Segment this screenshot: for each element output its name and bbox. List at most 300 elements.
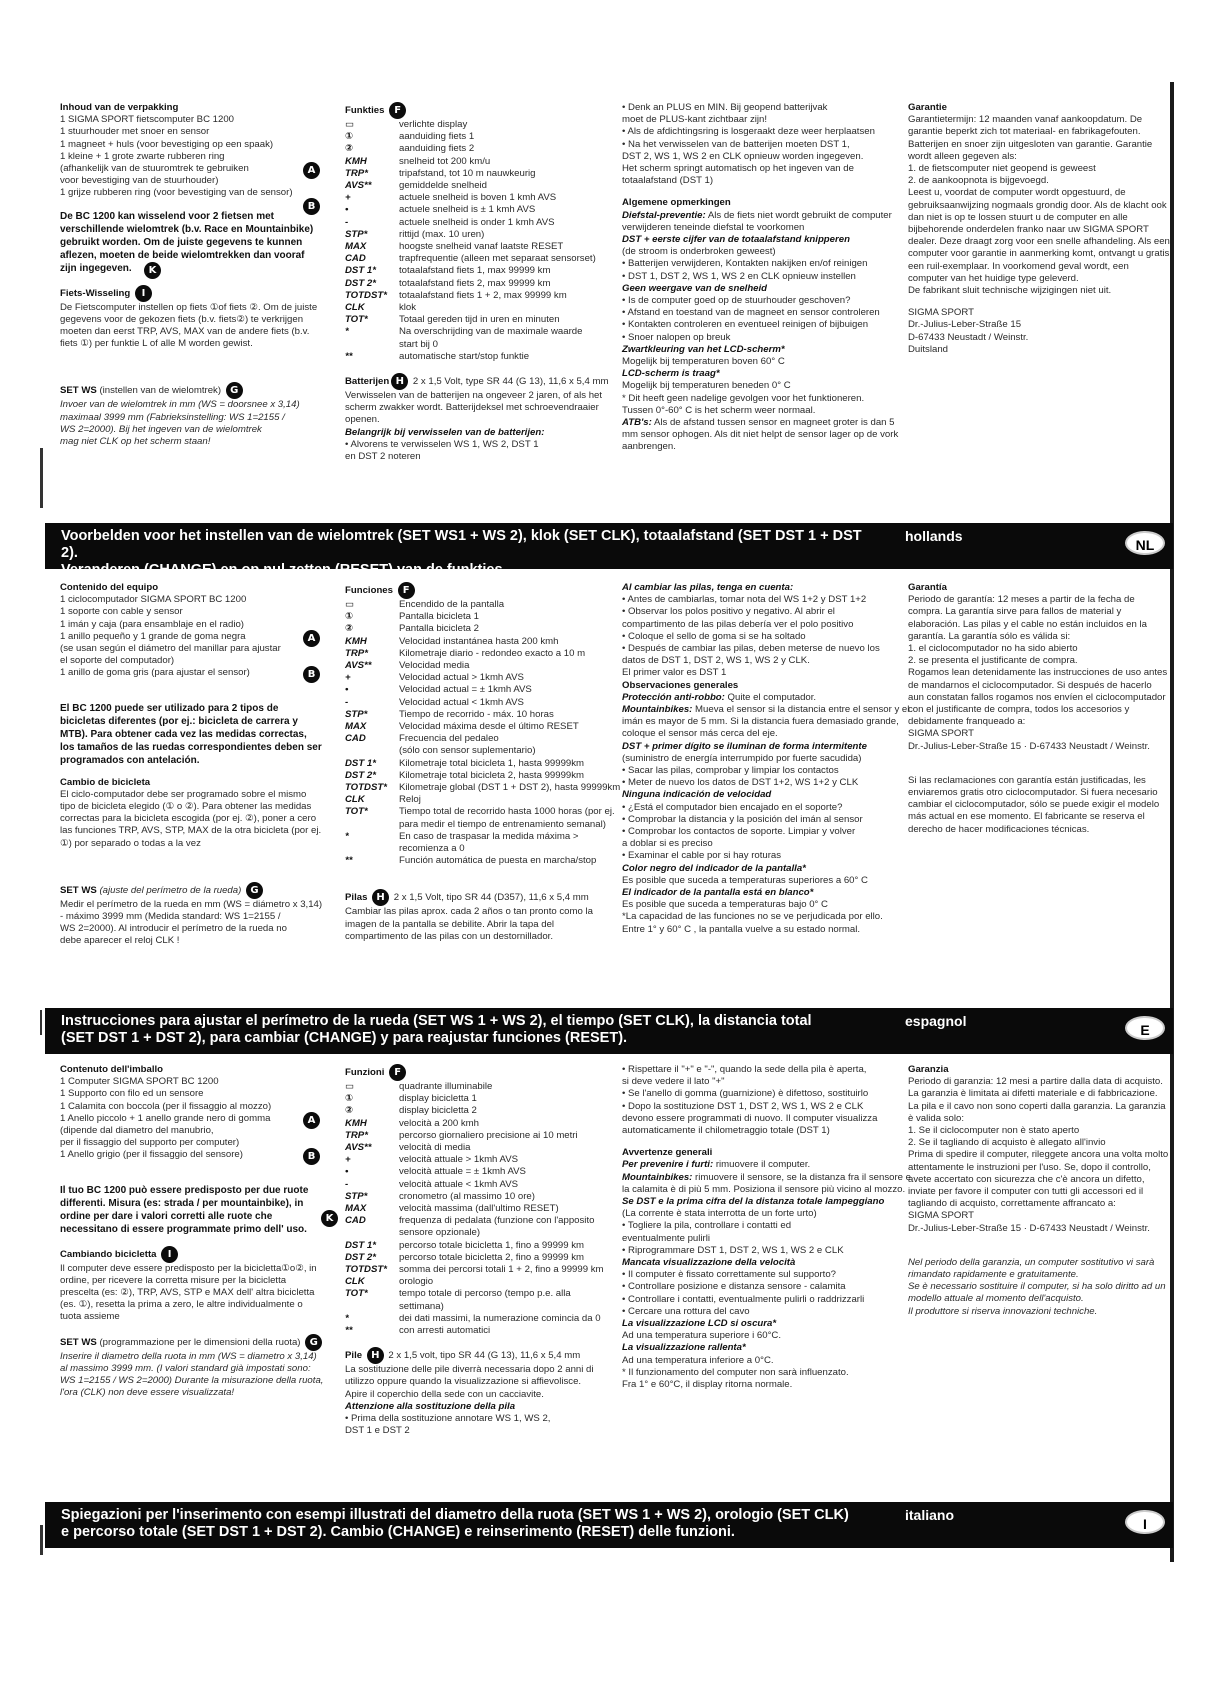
- function-key: *: [345, 1312, 349, 1324]
- function-key: +: [345, 192, 351, 204]
- function-desc: Tiempo total de recorrido hasta 1000 horas (por ej. para medir el tiempo de entrenamiento semanal): [399, 806, 615, 830]
- function-row: [345, 1118, 665, 1130]
- function-row: [345, 143, 665, 155]
- page-edge-mark: [40, 1525, 43, 1555]
- function-key: DST 2*: [345, 277, 376, 289]
- function-row: [345, 1130, 665, 1142]
- battery-text: La sostituzione delle pile diverrà necessaria dopo 2 anni di utilizzo oppure quando la visualizzazione si affievolisce. Apire il coperchio della sede con un cacciavite.: [345, 1364, 594, 1400]
- general-note-title: Mountainbikes:: [622, 704, 693, 716]
- language-label: hollands: [905, 528, 963, 544]
- function-row: [345, 1313, 665, 1325]
- function-key: ①: [345, 131, 354, 143]
- function-key: ▭: [345, 119, 355, 130]
- general-note-title: Per prevenire i furti:: [622, 1159, 714, 1171]
- functions-list: [345, 119, 665, 363]
- function-row: [345, 326, 665, 350]
- battery-note-title: Attenzione alla sostituzione della pila: [345, 1400, 516, 1412]
- function-key: TRP*: [345, 1129, 368, 1141]
- battery-tips: • Antes de cambiarlas, tomar nota del WS 1+2 y DST 1+2 • Observar los polos positivo y negativo. Al abrir el compartimento de las pilas debería ver el polo positivo • Coloque el sello de goma si se ha soltado • Después de cambiar las pilas, deben meterse de nuevo los datos de DST 1, DST 2, WS 1, WS 2 y CLK. El primer valor es DST 1: [622, 594, 880, 679]
- function-key: ①: [345, 1093, 354, 1105]
- general-note-title: DST + eerste cijfer van de totaalafstand knipperen: [622, 234, 850, 246]
- function-desc: totaalafstand fiets 2, max 99999 km: [399, 277, 551, 289]
- function-key: TOT*: [345, 1288, 368, 1300]
- function-key: CLK: [345, 1276, 365, 1288]
- function-desc: Kilometraje global (DST 1 + DST 2), hasta 99999km: [399, 782, 621, 794]
- function-desc: gemiddelde snelheid: [399, 180, 488, 192]
- function-key: **: [345, 855, 353, 867]
- function-row: [345, 1179, 665, 1191]
- section-dutch: [60, 102, 1170, 522]
- general-note-text: • ¿Está el computador bien encajado en el soporte? • Comprobar la distancia y la posición del imán al sensor • Comprobar los contactos de soporte. Limpiar y volver a doblar si es preciso • Examinar el cable por si hay roturas: [622, 801, 863, 862]
- function-desc: actuele snelheid is onder 1 kmh AVS: [399, 216, 555, 228]
- contents-heading: Inhoud van de verpakking: [60, 102, 179, 113]
- function-key: ▭: [345, 1081, 355, 1092]
- bold-block-wrap: [60, 1184, 340, 1236]
- function-desc: tripafstand, tot 10 m nauwkeurig: [399, 167, 536, 179]
- two-bikes-note: De BC 1200 kan wisselend voor 2 fietsen met verschillende wielomtrek (b.v. Race en Mountainbike) gebruikt worden. Om de juiste gegevens te kunnen aflezen, moeten de beide wielomtrekken dan vooraf zijn ingegeven.: [60, 210, 314, 274]
- warranty-text: Garantietermijn: 12 maanden vanaf aankoopdatum. De garantie beperkt zich tot materiaal- en fabrikagefouten. Batterijen en snoer zijn uitgesloten van garantie. Garantie wordt alleen gegeven als: 1. de fietscomputer niet geopend is geweest 2. de aankoopnota is bijgevoegd. Leest u, voordat de computer wordt opgestuurd, de gebruiksaanwijzing nogmaals grondig door. Als de klacht ook dan niet is op te lossen stuurt u de computer en alle bijbehorende onderdelen franko naar uw SIGMA SPORT dealer. Deze draagt zorg voor een snelle afhandeling. Als een computer voor garantie in aanmerking komt, ontvangt u gratis een ruil-exemplaar. In voorkomend geval wordt, een computer van het huidige type geleverd. De fabrikant sluit technische wijzigingen niet uit.: [908, 114, 1170, 297]
- function-desc: Tiempo de recorrido - máx. 10 horas: [399, 708, 554, 720]
- column-functions: [345, 1064, 665, 1437]
- function-row: [345, 1142, 665, 1154]
- function-row: [345, 648, 665, 660]
- warranty-text: Periodo de garantía: 12 meses a partir de la fecha de compra. La garantía sirve para fallos de material y elaboración. Las pilas y el cable no están incluidos en la garantía. La garantía sólo es válida si: 1. el ciclocomputador no ha sido abierto 2. se presenta el justificante de compra. Rogamos lean detenidamente las instrucciones de uso antes de mandarnos el ciclocomputador. Si después de hacerlo aun constatan fallos rogamos nos envíen el ciclocomputador con el justificante de compra, todos los accesorios y debidamente franqueado a:: [908, 594, 1168, 728]
- function-desc: klok: [399, 302, 417, 314]
- function-row: [345, 302, 665, 314]
- two-bikes-note: El BC 1200 puede ser utilizado para 2 tipos de bicicletas diferentes (por ej.: bicicleta de carrera y MTB). Para obtener cada vez las medidas correctas, los tamaños de las ruedas correspondientes deben ser programados con antelación.: [60, 702, 322, 766]
- contents-text: 1 SIGMA SPORT fietscomputer BC 1200 1 stuurhouder met snoer en sensor 1 magneet + huls (voor bevestiging op een spaak) 1 kleine + 1 grote zwarte rubberen ring (afhankelijk van de stuuromtrek te gebruiken voor bevestiging van de stuurhouder) 1 grijze rubberen ring (voor bevestiging van de sensor): [60, 114, 293, 199]
- battery-title: Pilas: [345, 892, 368, 904]
- battery-heading: [345, 1347, 665, 1364]
- contents-heading: Contenido del equipo: [60, 582, 159, 593]
- general-note-text: • Is de computer goed op de stuurhouder geschoven? • Afstand en toestand van de magneet en sensor controleren • Kontakten controleren en eventueel reinigen of bijbuigen • Snoer nalopen op breuk: [622, 295, 880, 343]
- function-row: [345, 831, 665, 855]
- battery-spec: 2 x 1,5 Volt, tipo SR 44 (D357), 11,6 x 5,4 mm: [391, 892, 589, 904]
- function-row: [345, 1264, 665, 1276]
- general-note-title: El indicador de la pantalla está en blanco*: [622, 887, 814, 899]
- function-row: [345, 204, 665, 216]
- function-desc: aanduiding fiets 1: [399, 131, 475, 143]
- badge-g-icon: G: [246, 882, 263, 899]
- badge-f-icon: F: [389, 102, 406, 119]
- switch-text: El ciclo-computador debe ser programado sobre el mismo tipo de bicicleta elegido (① o ②). Para obtener las medidas correctas para la bicicleta escogida (por ej. ②), poner a cero las funciones TRP, AVS, STP, MAX de la otra bicicleta (por ej. ①) por separado o todas a la vez: [60, 788, 322, 849]
- battery-tips: • Denk an PLUS en MIN. Bij geopend batterijvak moet de PLUS-kant zichtbaar zijn! • Als de afdichtingsring is losgeraakt deze weer herplaatsen • Na het verwisselen van de batterijen moeten DST 1, DST 2, WS 1, WS 2 en CLK opnieuw worden ingegeven. Het scherm springt automatisch op het ingeven van de totaalafstand (DST 1): [622, 102, 875, 187]
- functions-title: Funzioni: [345, 1067, 385, 1079]
- function-row: [345, 1215, 665, 1239]
- function-key: +: [345, 672, 351, 684]
- switch-heading: Cambio de bicicleta: [60, 776, 151, 788]
- section-spanish: [60, 582, 1170, 1012]
- switch-text: Il computer deve essere predisposto per la bicicletta①o②, in ordine, per ricevere la corretta misure per la bicicletta prescelta (es: ②), TRP, AVS, STP e MAX dell' altra bicicletta (es. ①), resetta la prima a zero, le altre individualmente o tuota assieme: [60, 1262, 317, 1323]
- function-key: MAX: [345, 241, 367, 253]
- general-note-title: Ninguna indicación de velocidad: [622, 789, 772, 801]
- function-desc: verlichte display: [399, 119, 468, 130]
- general-note-title: DST + primer dígito se iluminan de forma intermitente: [622, 740, 867, 752]
- function-desc: Kilometraje total bicicleta 1, hasta 99999km: [399, 757, 585, 769]
- function-row: [345, 611, 665, 623]
- general-notes: [622, 692, 912, 936]
- function-row: [345, 1325, 665, 1337]
- warranty-heading: Garantía: [908, 582, 947, 593]
- function-row: [345, 709, 665, 721]
- setws-text: Medir el perímetro de la rueda en mm (WS = diámetro x 3,14) - máximo 3999 mm (Medida standard: WS 1=2155 / WS 2=2000). Al introducir el perímetro de la rueda no debe aparecer el reloj CLK !: [60, 898, 323, 947]
- general-note-title: Diefstal-preventie:: [622, 209, 706, 221]
- badge-h-icon: H: [391, 373, 408, 390]
- function-key: ②: [345, 623, 354, 635]
- function-key: +: [345, 1154, 351, 1166]
- function-desc: Pantalla bicicleta 1: [399, 611, 479, 623]
- function-key: KMH: [345, 635, 367, 647]
- general-note-text: (La corrente è stata interrotta de un forte urto) • Togliere la pila, controllare i contatti ed eventualmente pulirli • Riprogrammare DST 1, DST 2, WS 1, WS 2 e CLK: [622, 1208, 844, 1256]
- two-bikes-note: Il tuo BC 1200 può essere predisposto per due ruote differenti. Misura (es: strada / per mountainbike), in ordine per dare i valori corretti alle ruote che necessitano di essere programmate primo dell' uso.: [60, 1184, 309, 1235]
- language-code-badge: E: [1125, 1016, 1165, 1040]
- function-row: [345, 156, 665, 168]
- function-key: ▭: [345, 599, 355, 610]
- functions-heading: [345, 582, 665, 599]
- battery-text: Cambiar las pilas aprox. cada 2 años o tan pronto como la imagen de la pantalla se debilite. Abrir la tapa del compartimento de las pilas con un destornillador.: [345, 906, 593, 942]
- setws-title: SET WS: [60, 884, 97, 896]
- function-key: *: [345, 326, 349, 338]
- function-desc: Reloj: [399, 794, 421, 806]
- column-warranty: [908, 1064, 1170, 1318]
- general-note: [622, 234, 912, 283]
- general-note-text: Als de fiets niet wordt gebruikt de computer verwijderen teneinde diefstal te voorkomen: [622, 209, 892, 233]
- function-row: [345, 1288, 665, 1312]
- function-desc: cronometro (al massimo 10 ore): [399, 1190, 535, 1202]
- functions-list: [345, 1081, 665, 1337]
- function-key: STP*: [345, 708, 368, 720]
- function-row: [345, 782, 665, 794]
- function-desc: con arresti automatici: [399, 1325, 491, 1337]
- function-row: [345, 599, 665, 611]
- general-note-text: Ad una temperatura inferiore a 0°C. * Il funzionamento del computer non sarà influenzato. Fra 1° e 60°C, il display ritorna normale.: [622, 1354, 849, 1391]
- functions-title: Funkties: [345, 105, 385, 117]
- column-functions: [345, 582, 665, 943]
- function-desc: hoogste snelheid vanaf laatste RESET: [399, 241, 564, 253]
- function-row: [345, 721, 665, 733]
- function-row: [345, 119, 665, 131]
- general-note-text: rimuovere il computer.: [713, 1159, 811, 1171]
- general-note: [622, 368, 912, 417]
- battery-spec: 2 x 1,5 volt, tipo SR 44 (G 13), 11,6 x 5,4 mm: [385, 1350, 581, 1362]
- function-row: [345, 131, 665, 143]
- function-row: [345, 855, 665, 867]
- function-desc: tempo totale di percorso (tempo p.e. alla settimana): [399, 1288, 571, 1312]
- contents-block: [60, 114, 322, 213]
- general-note: [622, 283, 912, 344]
- badge-a-icon: A: [303, 630, 320, 647]
- warranty-heading: Garanzia: [908, 1064, 949, 1075]
- setws-heading: [60, 1334, 340, 1351]
- badge-b-icon: B: [303, 198, 320, 215]
- battery-tips: • Rispettare il "+" e "-", quando la sede della pila è aperta, si deve vedere il lato "+" • Se l'anello di gomma (guarnizione) è difettoso, sostituirlo • Dopo la sostituzione DST 1, DST 2, WS 1, WS 2 e CLK devono essere programmati di nuovo. Il computer visualizza automaticamente il chilometraggio totale (DST 1): [622, 1064, 878, 1137]
- function-row: [345, 229, 665, 241]
- badge-g-icon: G: [305, 1334, 322, 1351]
- general-note-text: • Il computer è fissato correttamente sul supporto? • Controllare posizione e distanza sensore - calamita • Controllare i contatti, eventualmente pulirli o raddrizzarli • Cercare una rottura del cavo: [622, 1269, 865, 1317]
- function-desc: snelheid tot 200 km/u: [399, 155, 491, 167]
- general-notes: [622, 210, 912, 454]
- general-note-title: La visualizzazione rallenta*: [622, 1342, 746, 1354]
- function-desc: rittijd (max. 10 uren): [399, 228, 485, 240]
- general-note-title: Zwartkleuring van het LCD-scherm*: [622, 343, 785, 355]
- general-note-title: Geen weergave van de snelheid: [622, 282, 768, 294]
- general-note-title: Color negro del indicador de la pantalla*: [622, 862, 806, 874]
- general-note: [622, 1318, 912, 1342]
- column-notes: [622, 582, 912, 936]
- badge-h-icon: H: [367, 1347, 384, 1364]
- setws-text: Inserire il diametro della ruota in mm (WS = diametro x 3,14) al massimo 3999 mm. (I valori standard già impostati sono: WS 1=2155 / WS 2=2000) Durante la misurazione della ruota, l'ora (CLK) non deve essere visualizzata!: [60, 1350, 324, 1399]
- function-desc: Encendido de la pantalla: [399, 599, 505, 610]
- function-key: CLK: [345, 302, 365, 314]
- general-note-title: LCD-scherm is traag*: [622, 368, 720, 380]
- badge-i-icon: I: [135, 285, 152, 302]
- function-key: -: [345, 1178, 349, 1190]
- function-desc: En caso de traspasar la medida máxima > recomienza a 0: [399, 830, 579, 855]
- functions-heading: [345, 102, 665, 119]
- function-desc: percorso totale bicicletta 1, fino a 99999 km: [399, 1239, 585, 1251]
- page-edge-mark: [40, 448, 43, 508]
- general-note-title: La visualizzazione LCD si oscura*: [622, 1318, 777, 1330]
- function-key: DST 1*: [345, 265, 376, 277]
- general-note: [622, 704, 912, 741]
- function-row: [345, 1191, 665, 1203]
- function-desc: quadrante illuminabile: [399, 1081, 493, 1092]
- battery-title: Batterijen: [345, 376, 390, 388]
- switch-title: Cambiando bicicletta: [60, 1248, 157, 1260]
- function-key: •: [345, 684, 349, 696]
- general-heading: Algemene opmerkingen: [622, 197, 731, 209]
- warranty-address: SIGMA SPORT Dr.-Julius-Leber-Straße 15 · D-67433 Neustadt / Weinstr.: [908, 1210, 1150, 1234]
- switch-text: De Fietscomputer instellen op fiets ①of fiets ②. Om de juiste gegevens voor de gekozen fiets (b.v. fiets②) te verkrijgen moeten dan eerst TRP, AVS, MAX van de andere fiets (b.v. fiets ①) per funktie L of alle M worden gewist.: [60, 301, 318, 350]
- function-desc: Kilometraje diario - redondeo exacto a 10 m: [399, 647, 586, 659]
- general-note-text: Es posible que suceda a temperaturas bajo 0° C *La capacidad de las funciones no se ve perjudicada por ello. Entre 1° y 60° C , la pantalla vuelve a su estado normal.: [622, 899, 883, 935]
- function-key: •: [345, 1166, 349, 1178]
- function-row: [345, 253, 665, 265]
- function-desc: automatische start/stop funktie: [399, 350, 530, 362]
- function-key: ②: [345, 143, 354, 155]
- function-row: [345, 1276, 665, 1288]
- badge-f-icon: F: [389, 1064, 406, 1081]
- functions-list: [345, 599, 665, 867]
- function-row: [345, 623, 665, 635]
- general-note: [622, 887, 912, 936]
- function-row: [345, 1166, 665, 1178]
- contents-text: 1 Computer SIGMA SPORT BC 1200 1 Supporto con filo ed un sensore 1 Calamita con boccola (per il fissaggio al mozzo) 1 Anello piccolo + 1 anello grande nero di gomma (dipende dal diametro del manubrio, per il fissaggio del supporto per computer) 1 Anello grigio (per il fissaggio del sensore): [60, 1076, 272, 1161]
- general-note-text: Quite el computador.: [724, 691, 817, 703]
- function-row: [345, 733, 665, 757]
- badge-a-icon: A: [303, 1112, 320, 1129]
- function-desc: display bicicletta 1: [399, 1093, 477, 1105]
- badge-k-icon: K: [321, 1210, 338, 1227]
- function-key: ①: [345, 611, 354, 623]
- section-band-italian: [45, 1502, 1173, 1548]
- function-row: [345, 217, 665, 229]
- function-desc: Totaal gereden tijd in uren en minuten: [399, 314, 560, 326]
- general-note: [622, 1342, 912, 1391]
- badge-k-icon: K: [144, 262, 161, 279]
- battery-tips-title: Al cambiar las pilas, tenga en cuenta:: [622, 582, 794, 593]
- function-row: [345, 1105, 665, 1117]
- function-key: CAD: [345, 1215, 366, 1227]
- function-row: [345, 758, 665, 770]
- warranty-address: SIGMA SPORT Dr.-Julius-Leber-Straße 15 · D-67433 Neustadt / Weinstr.: [908, 728, 1150, 752]
- general-note-title: Mancata visualizzazione della velocità: [622, 1257, 796, 1269]
- function-key: MAX: [345, 1203, 367, 1215]
- function-row: [345, 672, 665, 684]
- general-note: [622, 863, 912, 887]
- language-code-badge: I: [1125, 1510, 1165, 1534]
- function-desc: trapfrequentie (alleen met separaat sensorset): [399, 253, 596, 265]
- warranty-text-extra: Si las reclamaciones con garantía están justificadas, les enviaremos gratis otro ciclocomputador. Si fuera necesario cambiar el ciclocomputador, sólo se puede exigir el modelo más actual en ese momento. El fabricante se reserva el derecho de hacer modificaciones técnicas.: [908, 774, 1160, 835]
- warranty-text-extra: Nel periodo della garanzia, un computer sostitutivo vi sarà rimandato rapidamente e gratuitamente. Se è necessario sostituire il computer, si ha solo diritto ad un modello attuale al momento dell'acquisto. Il produttore si riserva innovazioni techniche.: [908, 1256, 1166, 1317]
- function-desc: velocità massima (dall'ultimo RESET): [399, 1203, 559, 1215]
- function-row: [345, 241, 665, 253]
- contents-block: [60, 594, 322, 679]
- battery-spec: 2 x 1,5 Volt, type SR 44 (G 13), 11,6 x 5,4 mm: [410, 376, 609, 388]
- badge-h-icon: H: [372, 889, 389, 906]
- switch-title: Fiets-Wisseling: [60, 287, 131, 299]
- function-row: [345, 1154, 665, 1166]
- function-key: **: [345, 1325, 353, 1337]
- function-row: [345, 1252, 665, 1264]
- function-row: [345, 168, 665, 180]
- function-row: [345, 1203, 665, 1215]
- function-desc: totaalafstand fiets 1 + 2, max 99999 km: [399, 289, 567, 301]
- function-key: DST 2*: [345, 769, 376, 781]
- function-key: TOTDST*: [345, 782, 387, 794]
- function-key: KMH: [345, 1117, 367, 1129]
- column-functions: [345, 102, 665, 463]
- battery-text: Verwisselen van de batterijen na ongeveer 2 jaren, of als het scherm zwakker wordt. Batterijdeksel met schroevendraaier openen.: [345, 390, 603, 426]
- section-band-spanish: [45, 1008, 1173, 1054]
- band-title: Voorbelden voor het instellen van de wielomtrek (SET WS1 + WS 2), klok (SET CLK), totaalafstand (SET DST 1 + DST 2). Veranderen (CHANGE) en op nul zetten (RESET) van de funkties.: [61, 528, 862, 578]
- function-key: TRP*: [345, 647, 368, 659]
- function-desc: orologio: [399, 1276, 434, 1288]
- general-heading: Avvertenze generali: [622, 1147, 713, 1159]
- general-note: [622, 417, 912, 454]
- function-key: KMH: [345, 155, 367, 167]
- function-row: [345, 351, 665, 363]
- function-key: AVS**: [345, 660, 372, 672]
- general-note: [622, 692, 912, 704]
- function-row: [345, 636, 665, 648]
- function-key: -: [345, 696, 349, 708]
- function-desc: velocità di media: [399, 1142, 471, 1154]
- function-key: *: [345, 830, 349, 842]
- function-row: [345, 1240, 665, 1252]
- general-note: [622, 1172, 912, 1196]
- battery-heading: [345, 373, 665, 390]
- setws-title: SET WS: [60, 1336, 97, 1348]
- function-desc: Velocidad actual > 1kmh AVS: [399, 672, 524, 684]
- function-key: **: [345, 350, 353, 362]
- function-key: ②: [345, 1105, 354, 1117]
- function-row: [345, 684, 665, 696]
- function-row: [345, 180, 665, 192]
- function-row: [345, 314, 665, 326]
- function-desc: Pantalla bicicleta 2: [399, 623, 479, 635]
- column-warranty: [908, 102, 1170, 356]
- general-note: [622, 1159, 912, 1171]
- battery-title: Pile: [345, 1350, 363, 1362]
- battery-note: • Alvorens te verwisselen WS 1, WS 2, DST 1 en DST 2 noteren: [345, 438, 539, 463]
- function-key: TOTDST*: [345, 289, 387, 301]
- function-desc: dei dati massimi, la numerazione comincia da 0: [399, 1312, 601, 1324]
- function-desc: totaalafstand fiets 1, max 99999 km: [399, 265, 551, 277]
- general-note-title: Protección anti-robbo:: [622, 691, 725, 703]
- function-desc: Kilometraje total bicicleta 2, hasta 99999km: [399, 769, 585, 781]
- function-row: [345, 806, 665, 830]
- column-contents: [60, 102, 340, 448]
- general-note-text: Ad una temperatura superiore i 60°C.: [622, 1330, 782, 1342]
- general-note: [622, 789, 912, 862]
- function-desc: frequenza di pedalata (funzione con l'apposito sensore opzionale): [399, 1215, 595, 1239]
- switch-heading: [60, 1246, 340, 1263]
- function-desc: velocità attuale = ± 1kmh AVS: [399, 1166, 526, 1178]
- band-title: Instrucciones para ajustar el perímetro de la rueda (SET WS 1 + WS 2), el tiempo (SET CLK), la distancia total (SET DST 1 + DST 2), para cambiar (CHANGE) y para reajustar funciones (RESET).: [61, 1013, 812, 1046]
- band-title: Spiegazioni per l'inserimento con esempi illustrati del diametro della ruota (SET WS 1 + WS 2), orologio (SET CLK) e percorso totale (SET DST 1 + DST 2). Cambio (CHANGE) e reinserimento (RESET) delle funzioni.: [61, 1507, 849, 1540]
- setws-heading: [60, 882, 340, 899]
- function-desc: somma dei percorsi totali 1 + 2, fino a 99999 km: [399, 1264, 604, 1276]
- function-key: CAD: [345, 733, 366, 745]
- function-desc: percorso giornaliero precisione ai 10 metri: [399, 1129, 578, 1141]
- switch-heading: [60, 285, 340, 302]
- column-notes: [622, 102, 912, 454]
- setws-sub: (instellen van de wielomtrek): [99, 385, 222, 397]
- badge-g-icon: G: [226, 382, 243, 399]
- function-row: [345, 1081, 665, 1093]
- function-row: [345, 192, 665, 204]
- section-band-dutch: [45, 523, 1173, 578]
- general-note-text: Mogelijk bij temperaturen beneden 0° C * Dit heeft geen nadelige gevolgen voor het funktioneren. Tussen 0°-60° C is het scherm weer normaal.: [622, 380, 865, 416]
- function-key: STP*: [345, 1190, 368, 1202]
- function-key: CLK: [345, 794, 365, 806]
- function-row: [345, 265, 665, 277]
- function-key: TOT*: [345, 806, 368, 818]
- function-key: TOTDST*: [345, 1264, 387, 1276]
- function-desc: Velocidad actual = ± 1kmh AVS: [399, 684, 532, 696]
- column-contents: [60, 582, 340, 948]
- warranty-heading: Garantie: [908, 102, 947, 113]
- function-desc: velocità attuale < 1kmh AVS: [399, 1178, 519, 1190]
- page-edge-mark: [40, 1010, 42, 1035]
- function-row: [345, 770, 665, 782]
- general-note-title: Mountainbikes:: [622, 1171, 693, 1183]
- contents-text: 1 ciclocomputador SIGMA SPORT BC 1200 1 soporte con cable y sensor 1 imán y caja (para ensamblaje en el radio) 1 anillo pequeño y 1 grande de goma negra (se usan según el diámetro del manillar para ajustar el soporte del computador) 1 anillo de goma gris (para ajustar el sensor): [60, 594, 281, 679]
- function-desc: Velocidad máxima desde el último RESET: [399, 721, 579, 733]
- general-note-title: Se DST e la prima cifra del la distanza totale lampeggiano: [622, 1196, 885, 1208]
- function-key: AVS**: [345, 1142, 372, 1154]
- function-key: TOT*: [345, 314, 368, 326]
- general-heading: Observaciones generales: [622, 679, 739, 691]
- setws-text: Invoer van de wielomtrek in mm (WS = doorsnee x 3,14) maximaal 3999 mm (Fabrieksinstelling: WS 1=2155 / WS 2=2000). Bij het ingeven van de wielomtrek mag niet CLK op het scherm staan!: [60, 399, 300, 448]
- setws-sub: (ajuste del perímetro de la rueda): [99, 884, 242, 896]
- function-desc: Función automática de puesta en marcha/stop: [399, 855, 597, 867]
- function-row: [345, 278, 665, 290]
- function-key: CAD: [345, 253, 366, 265]
- warranty-address: SIGMA SPORT Dr.-Julius-Leber-Straße 15 D-67433 Neustadt / Weinstr. Duitsland: [908, 307, 1029, 355]
- contents-block: [60, 1076, 322, 1161]
- general-note-title: ATB's:: [622, 417, 652, 429]
- function-key: DST 1*: [345, 757, 376, 769]
- general-note-text: (de stroom is onderbroken geweest) • Batterijen verwijderen, Kontakten nakijken en/of reinigen • DST 1, DST 2, WS 1, WS 2 en CLK opnieuw instellen: [622, 246, 868, 282]
- function-row: [345, 290, 665, 302]
- contents-heading: Contenuto dell'imballo: [60, 1064, 164, 1075]
- setws-title: SET WS: [60, 385, 97, 397]
- language-label: italiano: [905, 1507, 955, 1523]
- badge-f-icon: F: [398, 582, 415, 599]
- function-desc: Velocidad instantánea hasta 200 kmh: [399, 635, 559, 647]
